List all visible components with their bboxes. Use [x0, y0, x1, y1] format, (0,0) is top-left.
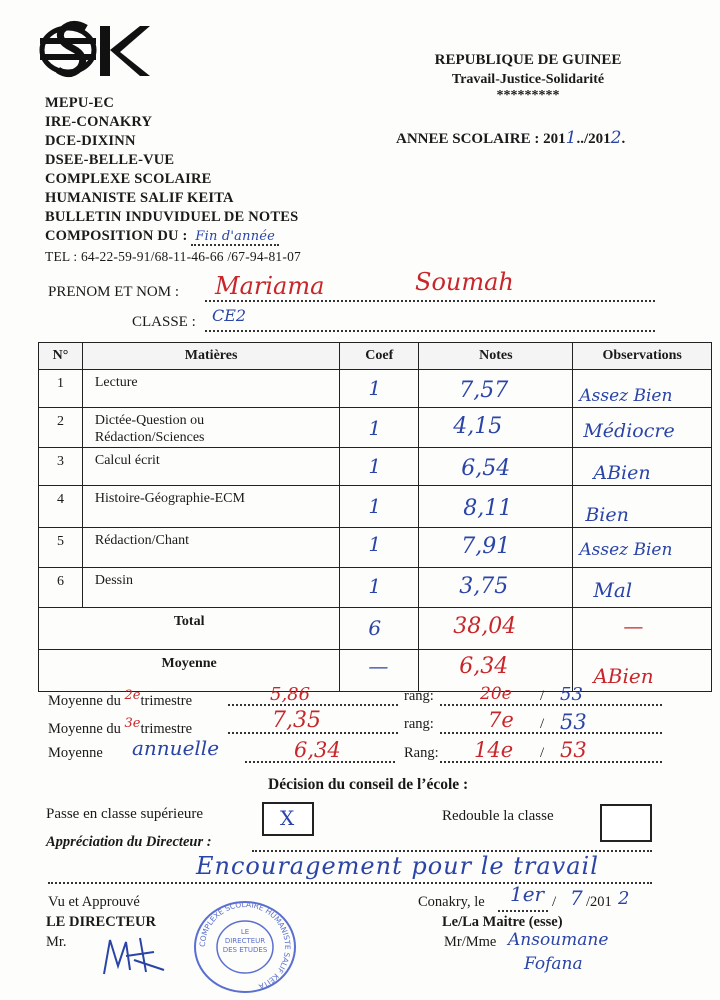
total-note: 38,04 — [419, 608, 573, 650]
grades-table — [38, 342, 712, 692]
rank-t3-dotted — [440, 732, 662, 734]
pass-check-mark: X — [280, 806, 295, 830]
date-year: /201 — [586, 894, 612, 910]
date-day: 1er — [510, 882, 545, 906]
row-observation: Assez Bien — [573, 370, 712, 408]
school-logo — [36, 18, 156, 88]
approved-label: Vu et Approuvé — [48, 894, 140, 910]
repeat-checkbox[interactable] — [600, 804, 652, 842]
table-row — [39, 528, 712, 568]
row-number: 2 — [39, 408, 83, 448]
teacher-first-name: Ansoumane — [508, 930, 609, 950]
stamp-center-text: LE DIRECTEUR DES ETUDES — [222, 928, 268, 954]
teacher-last-name: Fofana — [524, 954, 583, 974]
rank-t2-total: 53 — [560, 684, 583, 705]
school-year: ANNEE SCOLAIRE : 2011../2012. — [396, 128, 626, 148]
table-row — [39, 408, 712, 448]
average-t2-row: Moyenne du 2etrimestre — [48, 688, 193, 709]
row-number: 4 — [39, 486, 83, 528]
annual-word: annuelle — [132, 736, 220, 760]
average-t2-value: 5,86 — [270, 684, 311, 705]
row-observation: Médiocre — [573, 408, 712, 448]
row-subject: Dessin — [82, 568, 339, 608]
bulletin-title: BULLETIN INDUVIDUEL DE NOTES — [45, 209, 299, 225]
total-row — [39, 608, 712, 650]
teacher-title: Le/La Maitre (esse) — [442, 914, 563, 930]
header-line-5: COMPLEXE SCOLAIRE — [45, 171, 212, 187]
pass-label: Passe en classe supérieure — [46, 806, 204, 822]
table-row — [39, 486, 712, 528]
class-dotted-line — [205, 330, 655, 332]
header-line-3: DCE-DIXINN — [45, 133, 136, 149]
row-note: 7,91 — [419, 528, 573, 568]
director-mr: Mr. — [46, 934, 67, 950]
date-slash: / — [552, 894, 557, 910]
average-observation: ABien — [573, 650, 712, 692]
student-last-name: Soumah — [415, 268, 514, 296]
teacher-label: Mr/Mme — [444, 934, 497, 950]
total-observation: — — [573, 608, 712, 650]
director-label: LE DIRECTEUR — [46, 914, 156, 930]
header-observations: Observations — [573, 343, 712, 370]
motto: Travail-Justice-Solidarité — [451, 72, 605, 87]
annual-rank-label: Rang: — [404, 745, 439, 761]
header-line-6: HUMANISTE SALIF KEITA — [45, 190, 234, 206]
student-first-name: Mariama — [215, 272, 325, 300]
rank-t2-value: 20e — [480, 684, 512, 704]
total-coef: 6 — [340, 608, 419, 650]
row-observation: Bien — [573, 486, 712, 528]
row-coef: 1 — [340, 568, 419, 608]
header-notes: Notes — [419, 343, 573, 370]
rank-t3-total: 53 — [560, 710, 587, 734]
header-number: N° — [39, 343, 83, 370]
table-row — [39, 568, 712, 608]
average-coef: — — [340, 650, 419, 692]
appreciation-label: Appréciation du Directeur : — [46, 834, 212, 850]
row-number: 5 — [39, 528, 83, 568]
name-label: PRENOM ET NOM : — [48, 284, 179, 300]
name-dotted-line — [205, 300, 655, 302]
stamp-ring-text: COMPLEXE SCOLAIRE HUMANISTE SALIF KEITA — [197, 899, 293, 992]
row-subject: Lecture — [82, 370, 339, 408]
header-subject: Matières — [82, 343, 339, 370]
header-line-1: MEPU-EC — [45, 95, 115, 111]
decision-title: Décision du conseil de l’école : — [268, 776, 469, 793]
row-note: 7,57 — [419, 370, 573, 408]
row-subject: Rédaction/Chant — [82, 528, 339, 568]
class-value: CE2 — [212, 306, 247, 325]
date-month: 7 — [570, 886, 583, 910]
repeat-label: Redouble la classe — [442, 808, 554, 824]
average-note: 6,34 — [419, 650, 573, 692]
table-header-row — [39, 343, 712, 370]
row-observation: ABien — [573, 448, 712, 486]
rank-t3-label: rang: — [404, 716, 434, 732]
average-t3-row: Moyenne du 3etrimestre — [48, 716, 193, 737]
row-coef: 1 — [340, 528, 419, 568]
row-subject: Histoire-Géographie-ECM — [82, 486, 339, 528]
total-label: Total — [39, 608, 340, 650]
pass-checkbox[interactable] — [262, 802, 314, 836]
row-subject: Dictée-Question ou Rédaction/Sciences — [82, 408, 339, 448]
appreciation-value: Encouragement pour le travail — [196, 852, 599, 880]
table-row — [39, 448, 712, 486]
director-signature — [96, 930, 176, 980]
row-coef: 1 — [340, 408, 419, 448]
school-stamp — [190, 898, 300, 996]
annual-average-value: 6,34 — [294, 738, 341, 762]
date-year-hand: 2 — [618, 888, 630, 909]
rank-t3-value: 7e — [488, 708, 514, 732]
annual-rank-total: 53 — [560, 738, 587, 762]
row-number: 1 — [39, 370, 83, 408]
annual-average-label: Moyenne — [48, 745, 103, 761]
annual-rank-value: 14e — [474, 738, 514, 762]
row-number: 6 — [39, 568, 83, 608]
row-observation: Assez Bien — [573, 528, 712, 568]
stars: ********* — [496, 88, 560, 103]
average-label: Moyenne — [39, 650, 340, 692]
class-label: CLASSE : — [132, 314, 196, 330]
date-label: Conakry, le — [418, 894, 485, 910]
row-coef: 1 — [340, 370, 419, 408]
annual-rank-slash: / — [540, 745, 545, 761]
rank-t2-label: rang: — [404, 688, 434, 704]
composition-row — [45, 227, 279, 246]
average-row — [39, 650, 712, 692]
average-t3-value: 7,35 — [272, 708, 321, 733]
row-note: 4,15 — [419, 408, 573, 448]
row-coef: 1 — [340, 448, 419, 486]
row-number: 3 — [39, 448, 83, 486]
t2-dotted — [228, 704, 398, 706]
rank-t2-slash: / — [540, 688, 545, 704]
date-dotted-1 — [498, 910, 548, 912]
republic-title: REPUBLIQUE DE GUINEE — [434, 52, 622, 68]
composition-value: Fin d'année — [191, 229, 279, 246]
composition-label: COMPOSITION DU : — [45, 228, 188, 244]
row-coef: 1 — [340, 486, 419, 528]
row-note: 6,54 — [419, 448, 573, 486]
row-subject: Calcul écrit — [82, 448, 339, 486]
header-coef: Coef — [340, 343, 419, 370]
table-row — [39, 370, 712, 408]
phone-numbers: TEL : 64-22-59-91/68-11-46-66 /67-94-81-07 — [45, 249, 301, 264]
appreciation-dotted-2 — [48, 882, 652, 884]
row-note: 3,75 — [419, 568, 573, 608]
rank-t2-dotted — [440, 704, 662, 706]
rank-t3-slash: / — [540, 716, 545, 732]
header-line-4: DSEE-BELLE-VUE — [45, 152, 175, 168]
header-line-2: IRE-CONAKRY — [45, 114, 153, 130]
row-note: 8,11 — [419, 486, 573, 528]
row-observation: Mal — [573, 568, 712, 608]
